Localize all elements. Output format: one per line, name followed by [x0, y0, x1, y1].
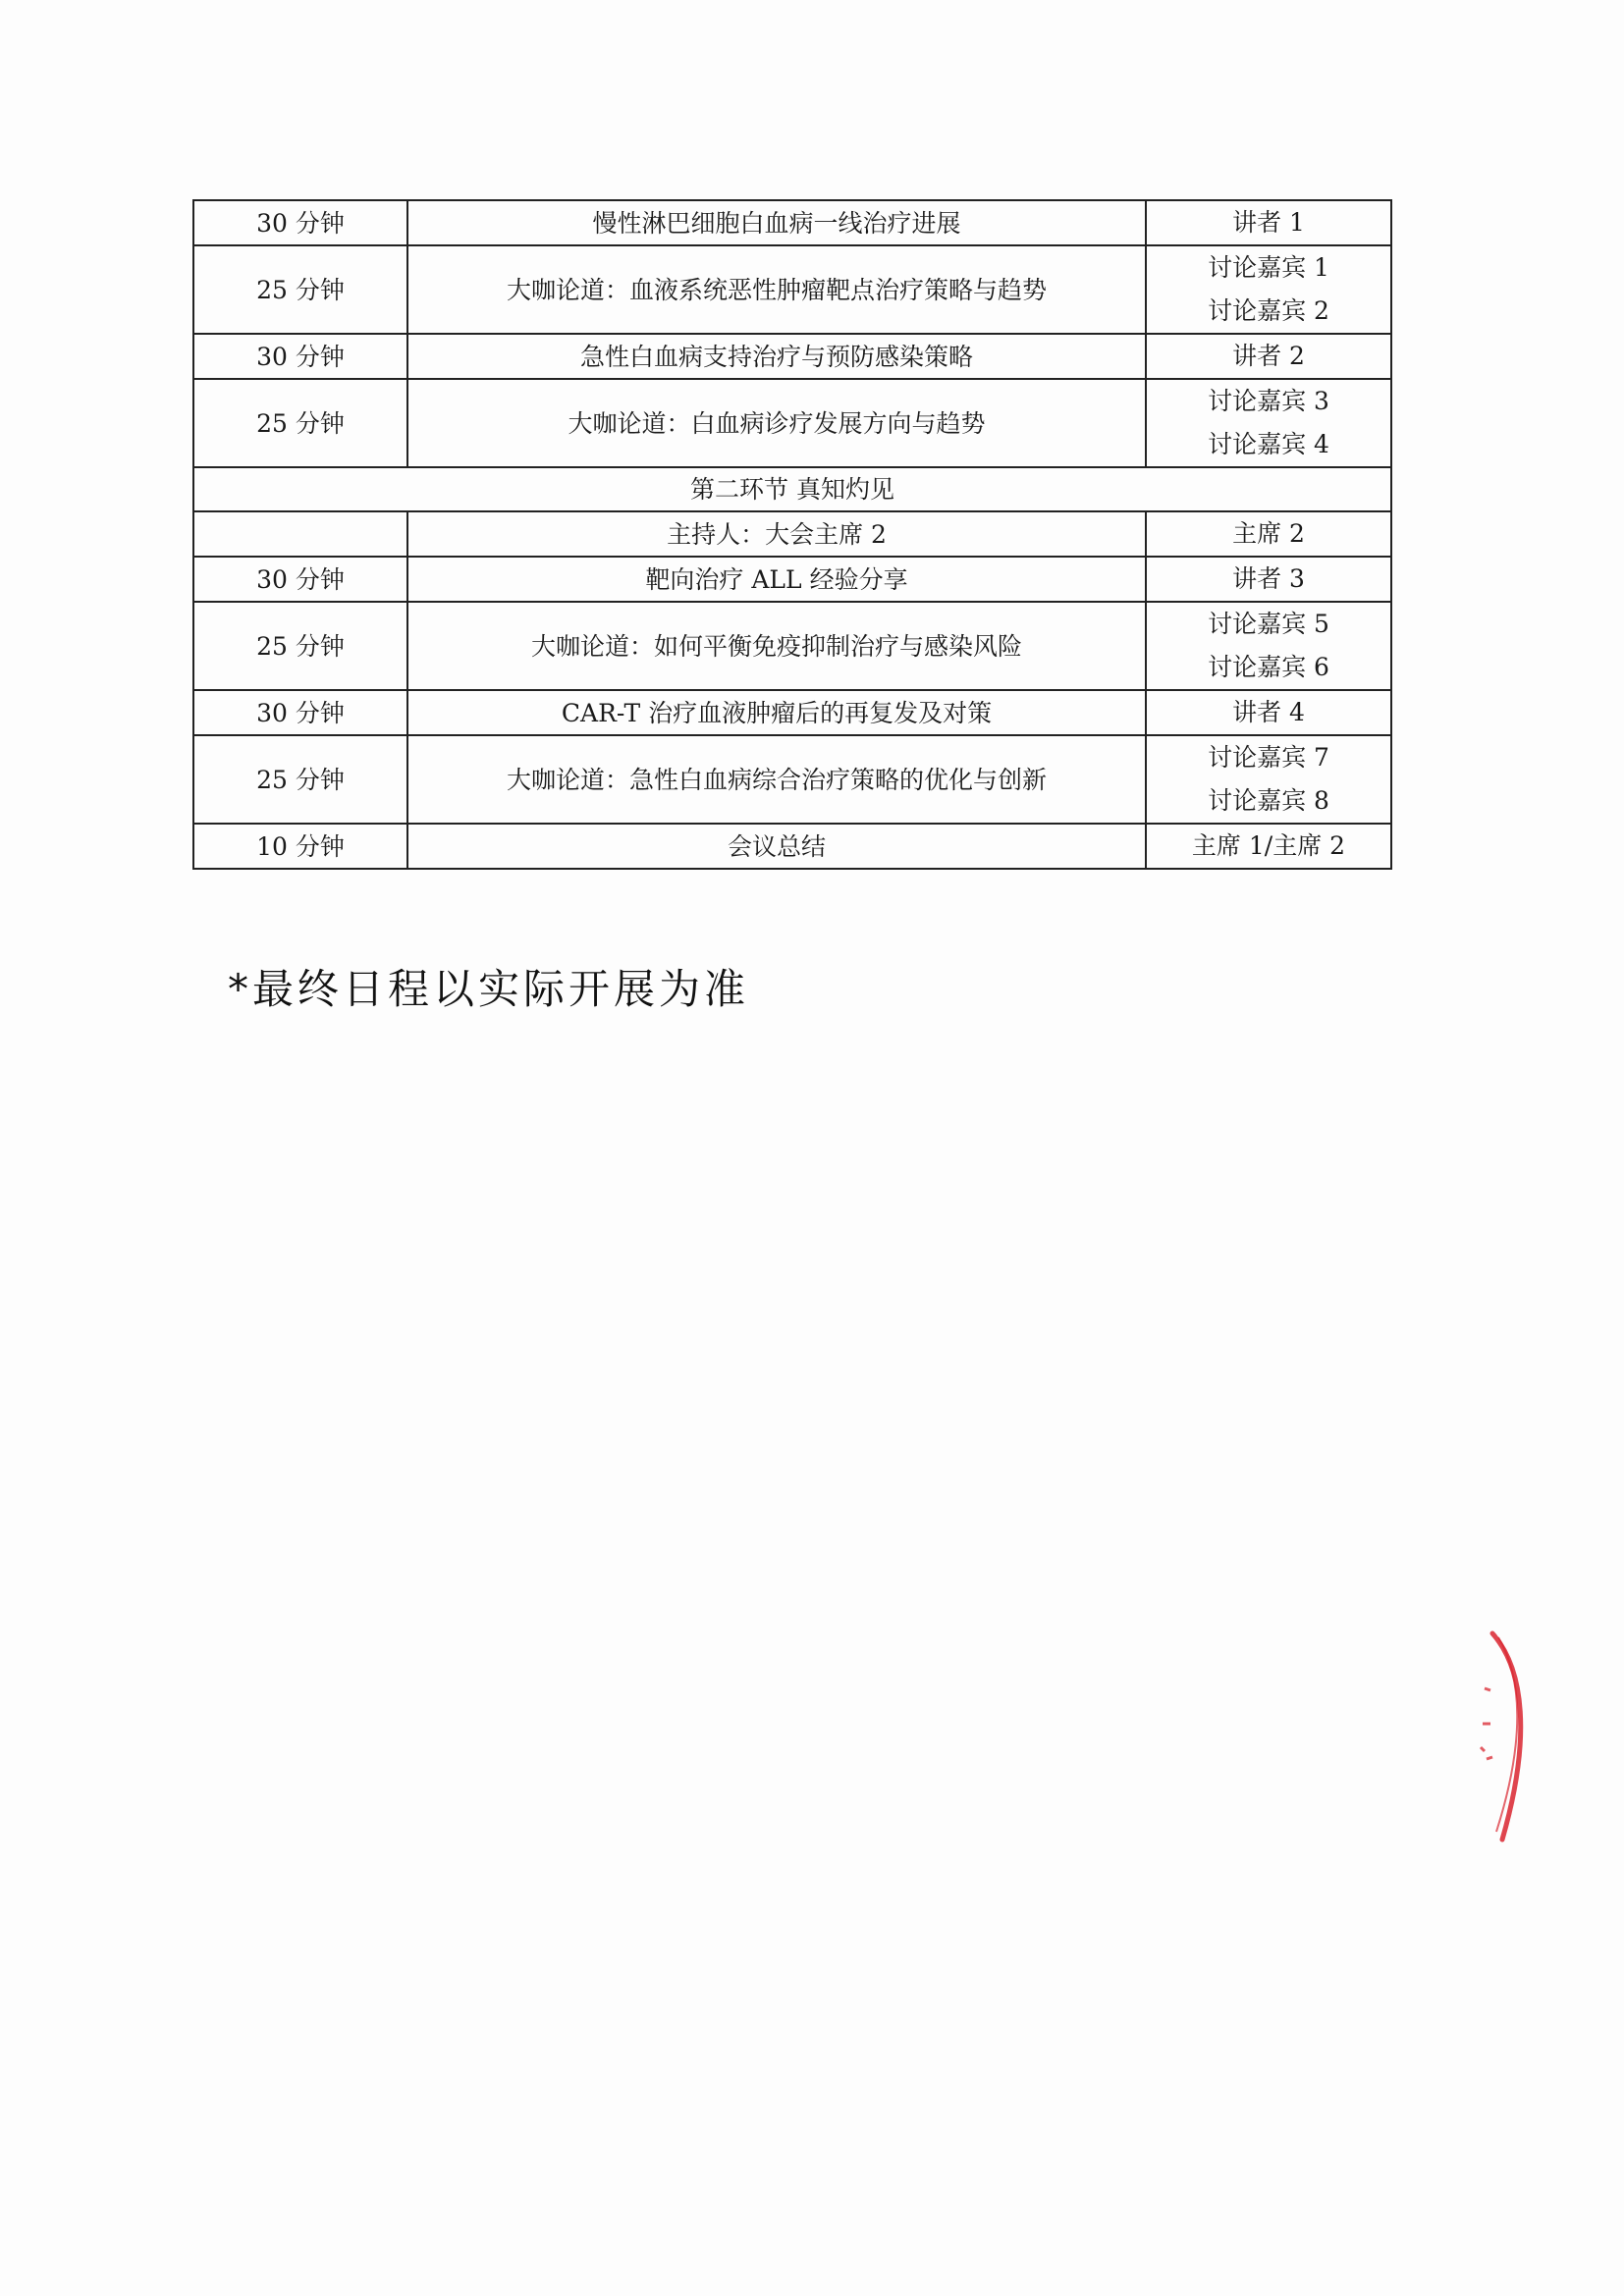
footnote: *最终日程以实际开展为准 [228, 965, 750, 1013]
topic-cell: CAR-T 治疗血液肿瘤后的再复发及对策 [407, 690, 1146, 735]
topic-cell: 大咖论道：如何平衡免疫抑制治疗与感染风险 [407, 602, 1146, 690]
duration-cell: 30 分钟 [193, 334, 407, 379]
speaker-name: 讲者 2 [1232, 342, 1305, 370]
section-header-row [193, 467, 1391, 511]
schedule-row [193, 824, 1391, 869]
section-title: 第二环节 真知灼见 [193, 467, 1391, 511]
topic-cell: 大咖论道：急性白血病综合治疗策略的优化与创新 [407, 735, 1146, 824]
schedule-table [192, 199, 1392, 870]
speaker-name: 主席 2 [1232, 519, 1305, 548]
speaker-name: 讨论嘉宾 7 [1208, 743, 1329, 772]
speaker-cell [1146, 245, 1391, 334]
speaker-cell [1146, 735, 1391, 824]
topic-cell: 会议总结 [407, 824, 1146, 869]
speaker-name: 讲者 3 [1232, 564, 1305, 593]
schedule-row [193, 557, 1391, 602]
speaker-name: 讨论嘉宾 5 [1208, 610, 1329, 638]
duration-cell: 25 分钟 [193, 602, 407, 690]
duration-cell: 30 分钟 [193, 690, 407, 735]
topic-cell: 主持人：大会主席 2 [407, 511, 1146, 557]
schedule-row [193, 245, 1391, 334]
speaker-cell [1146, 602, 1391, 690]
speaker-name: 讲者 1 [1232, 208, 1305, 237]
schedule-body [193, 200, 1391, 869]
speaker-name: 主席 1/主席 2 [1191, 831, 1346, 860]
speaker-cell [1146, 200, 1391, 245]
schedule-row [193, 200, 1391, 245]
speaker-cell [1146, 557, 1391, 602]
speaker-name: 讨论嘉宾 1 [1208, 253, 1329, 282]
schedule-row [193, 379, 1391, 467]
speaker-name: 讲者 4 [1232, 698, 1305, 726]
topic-cell: 靶向治疗 ALL 经验分享 [407, 557, 1146, 602]
speaker-name: 讨论嘉宾 4 [1208, 430, 1329, 458]
duration-cell: 10 分钟 [193, 824, 407, 869]
duration-cell: 25 分钟 [193, 379, 407, 467]
duration-cell: 30 分钟 [193, 200, 407, 245]
duration-cell: 25 分钟 [193, 245, 407, 334]
topic-cell: 急性白血病支持治疗与预防感染策略 [407, 334, 1146, 379]
topic-cell: 慢性淋巴细胞白血病一线治疗进展 [407, 200, 1146, 245]
speaker-cell [1146, 690, 1391, 735]
schedule-row [193, 735, 1391, 824]
topic-cell: 大咖论道：白血病诊疗发展方向与趋势 [407, 379, 1146, 467]
topic-cell: 大咖论道：血液系统恶性肿瘤靶点治疗策略与趋势 [407, 245, 1146, 334]
speaker-cell [1146, 511, 1391, 557]
schedule-row [193, 602, 1391, 690]
duration-cell: 30 分钟 [193, 557, 407, 602]
speaker-cell [1146, 334, 1391, 379]
speaker-cell [1146, 379, 1391, 467]
schedule-row [193, 690, 1391, 735]
speaker-name: 讨论嘉宾 6 [1208, 653, 1329, 681]
red-seal-stamp-icon [1463, 1629, 1542, 1845]
speaker-name: 讨论嘉宾 8 [1208, 786, 1329, 815]
duration-cell [193, 511, 407, 557]
schedule-row [193, 334, 1391, 379]
speaker-cell [1146, 824, 1391, 869]
speaker-name: 讨论嘉宾 2 [1208, 296, 1329, 325]
speaker-name: 讨论嘉宾 3 [1208, 387, 1329, 415]
duration-cell: 25 分钟 [193, 735, 407, 824]
host-row [193, 511, 1391, 557]
